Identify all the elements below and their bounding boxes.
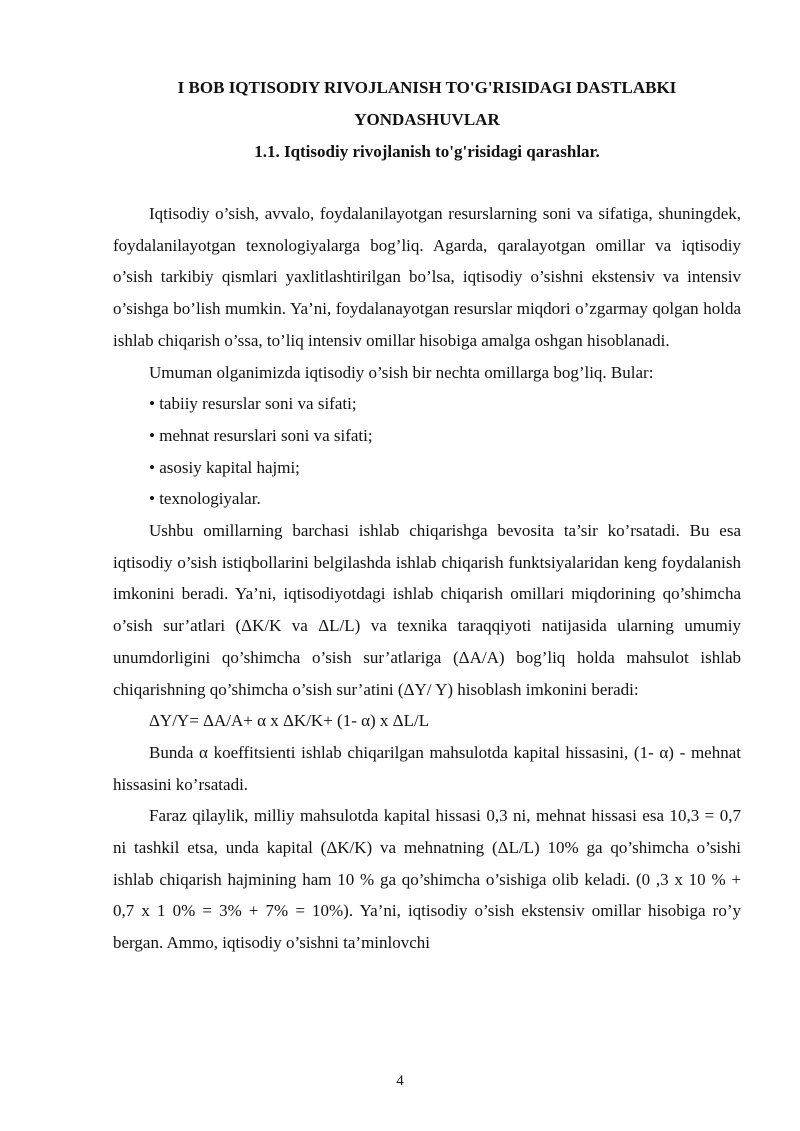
chapter-heading-line-2: YONDASHUVLAR: [354, 110, 500, 129]
bullet-item: • asosiy kapital hajmi;: [149, 457, 300, 477]
bullet-item: • tabiiy resurslar soni va sifati;: [149, 394, 357, 414]
page-number: 4: [396, 1073, 404, 1089]
paragraph-5: Faraz qilaylik, milliy mahsulotda kapital hissasi 0,3 ni, mehnat hissasi esa 10,3 = 0,7 ni tashkil etsa, unda kapital (ΔK/K) va mehnatning (ΔL/L) 10% ga qo’shimcha o’sishi ishlab chiqarish hajmining ham 10 % ga qo’shimcha o’sishiga olib keladi. (0 ,3 x 10 % + 0,7 x 1 0% = 3% + 7% = 10%). Ya’ni, iqtisodiy o’sish ekstensiv omillar hisobiga ro’y bergan. Ammo, iqtisodiy o’sishni ta’minlovchi: [113, 806, 741, 953]
paragraph-1: Iqtisodiy o’sish, avvalo, foydalanilayotgan resurslarning soni va sifatiga, shuningdek, foydalanilayotgan texnologiyalarga bog’liq. Agarda, qaralayotgan omillar va iqtisodiy o’sish tarkibiy qismlari yaxlitlashtirilgan bo’lsa, iqtisodiy o’sishni ekstensiv va intensiv o’sishga bo’lish mumkin. Ya’ni, foydalanayotgan resurslar miqdori o’zgarmay qolgan holda ishlab chiqarish o’ssa, to’liq intensiv omillar hisobiga amalga oshgan hisoblanadi.: [113, 204, 741, 350]
paragraph-2: Umuman olganimizda iqtisodiy o’sish bir nechta omillarga bog’liq. Bular:: [149, 362, 654, 382]
chapter-heading-line-1: I BOB IQTISODIY RIVOJLANISH TO'G'RISIDAGI DASTLABKI: [177, 78, 677, 97]
paragraph-3: Ushbu omillarning barchasi ishlab chiqarishga bevosita ta’sir ko’rsatadi. Bu esa iqtisodiy o’sish istiqbollarini belgilashda ishlab chiqarish funktsiyalaridan keng foydalanish imkonini beradi. Ya’ni, iqtisodiyotdagi ishlab chiqarish omillari miqdorining qo’shimcha o’sish sur’atlari (ΔK/K va ΔL/L) va texnika taraqqiyoti natijasida ularning umumiy unumdorligini qo’shimcha o’sish sur’atlariga (ΔA/A) bog’liq holda mahsulot ishlab chiqarishning qo’shimcha o’sish sur’atini (ΔY/ Y) hisoblash imkonini beradi:: [113, 521, 741, 699]
growth-formula: ΔY/Y= ΔA/A+ α x ΔK/K+ (1- α) x ΔL/L: [149, 711, 430, 731]
bullet-item: • texnologiyalar.: [149, 489, 261, 509]
document-page: [113, 72, 741, 959]
section-heading: 1.1. Iqtisodiy rivojlanish to'g'risidagi qarashlar.: [254, 142, 600, 161]
bullet-item: • mehnat resurslari soni va sifati;: [149, 425, 373, 445]
paragraph-4: Bunda α koeffitsienti ishlab chiqarilgan mahsulotda kapital hissasini, (1- α) - mehnat hissasini ko’rsatadi.: [113, 742, 741, 794]
